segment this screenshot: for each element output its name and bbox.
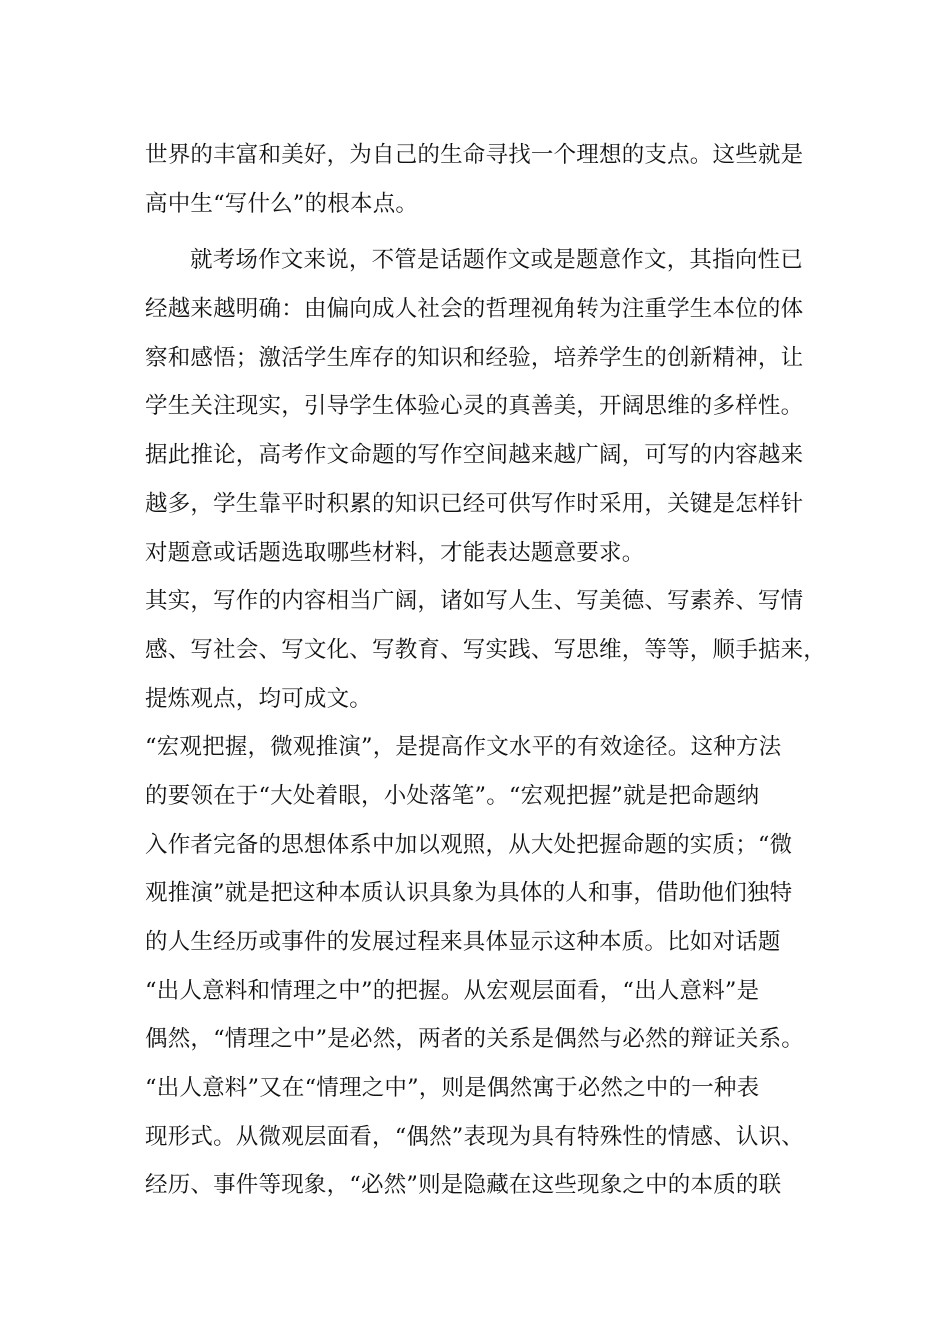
text-line-5: 察和感悟；激活学生库存的知识和经验，培养学生的创新精神，让: [145, 344, 804, 371]
body-text: [145, 131, 827, 1210]
text-line-11: 感、写社会、写文化、写教育、写实践、写思维，等等，顺手掂来，: [145, 636, 827, 663]
text-line-6: 学生关注现实，引导学生体验心灵的真善美，开阔思维的多样性。: [145, 393, 804, 420]
text-line-16: 观推演”就是把这种本质认识具象为具体的人和事，借助他们独特: [145, 880, 793, 907]
text-line-14: 的要领在于“大处着眼，小处落笔”。“宏观把握”就是把命题纳: [145, 782, 760, 809]
text-line-2: 高中生“写什么”的根本点。: [145, 190, 419, 217]
text-line-12: 提炼观点，均可成文。: [145, 685, 373, 712]
text-line-19: 偶然，“情理之中”是必然，两者的关系是偶然与必然的辩证关系。: [145, 1026, 805, 1053]
text-line-20: “出人意料”又在“情理之中”，则是偶然寓于必然之中的一种表: [145, 1075, 760, 1102]
text-line-13: “宏观把握，微观推演”，是提高作文水平的有效途径。这种方法: [145, 734, 782, 761]
text-line-15: 入作者完备的思想体系中加以观照，从大处把握命题的实质；“微: [145, 831, 793, 858]
text-line-4: 经越来越明确：由偏向成人社会的哲理视角转为注重学生本位的体: [145, 296, 804, 323]
text-line-7: 据此推论，高考作文命题的写作空间越来越广阔，可写的内容越来: [145, 442, 804, 469]
text-line-18: “出人意料和情理之中”的把握。从宏观层面看，“出人意料”是: [145, 977, 760, 1004]
text-line-17: 的人生经历或事件的发展过程来具体显示这种本质。比如对话题: [145, 929, 781, 955]
text-line-22: 经历、事件等现象，“必然”则是隐藏在这些现象之中的本质的联: [145, 1172, 782, 1199]
text-line-21: 现形式。从微观层面看，“偶然”表现为具有特殊性的情感、认识、: [145, 1123, 805, 1150]
text-line-10: 其实，写作的内容相当广阔，诸如写人生、写美德、写素养、写情: [145, 588, 804, 615]
text-line-3: 就考场作文来说，不管是话题作文或是题意作文，其指向性已: [190, 247, 803, 274]
text-line-8: 越多，学生靠平时积累的知识已经可供写作时采用，关键是怎样针: [145, 490, 804, 517]
paragraph-gap: [145, 228, 815, 236]
text-line-1: 世界的丰富和美好，为自己的生命寻找一个理想的支点。这些就是: [145, 142, 804, 168]
text-line-9: 对题意或话题选取哪些材料，才能表达题意要求。: [145, 539, 645, 566]
